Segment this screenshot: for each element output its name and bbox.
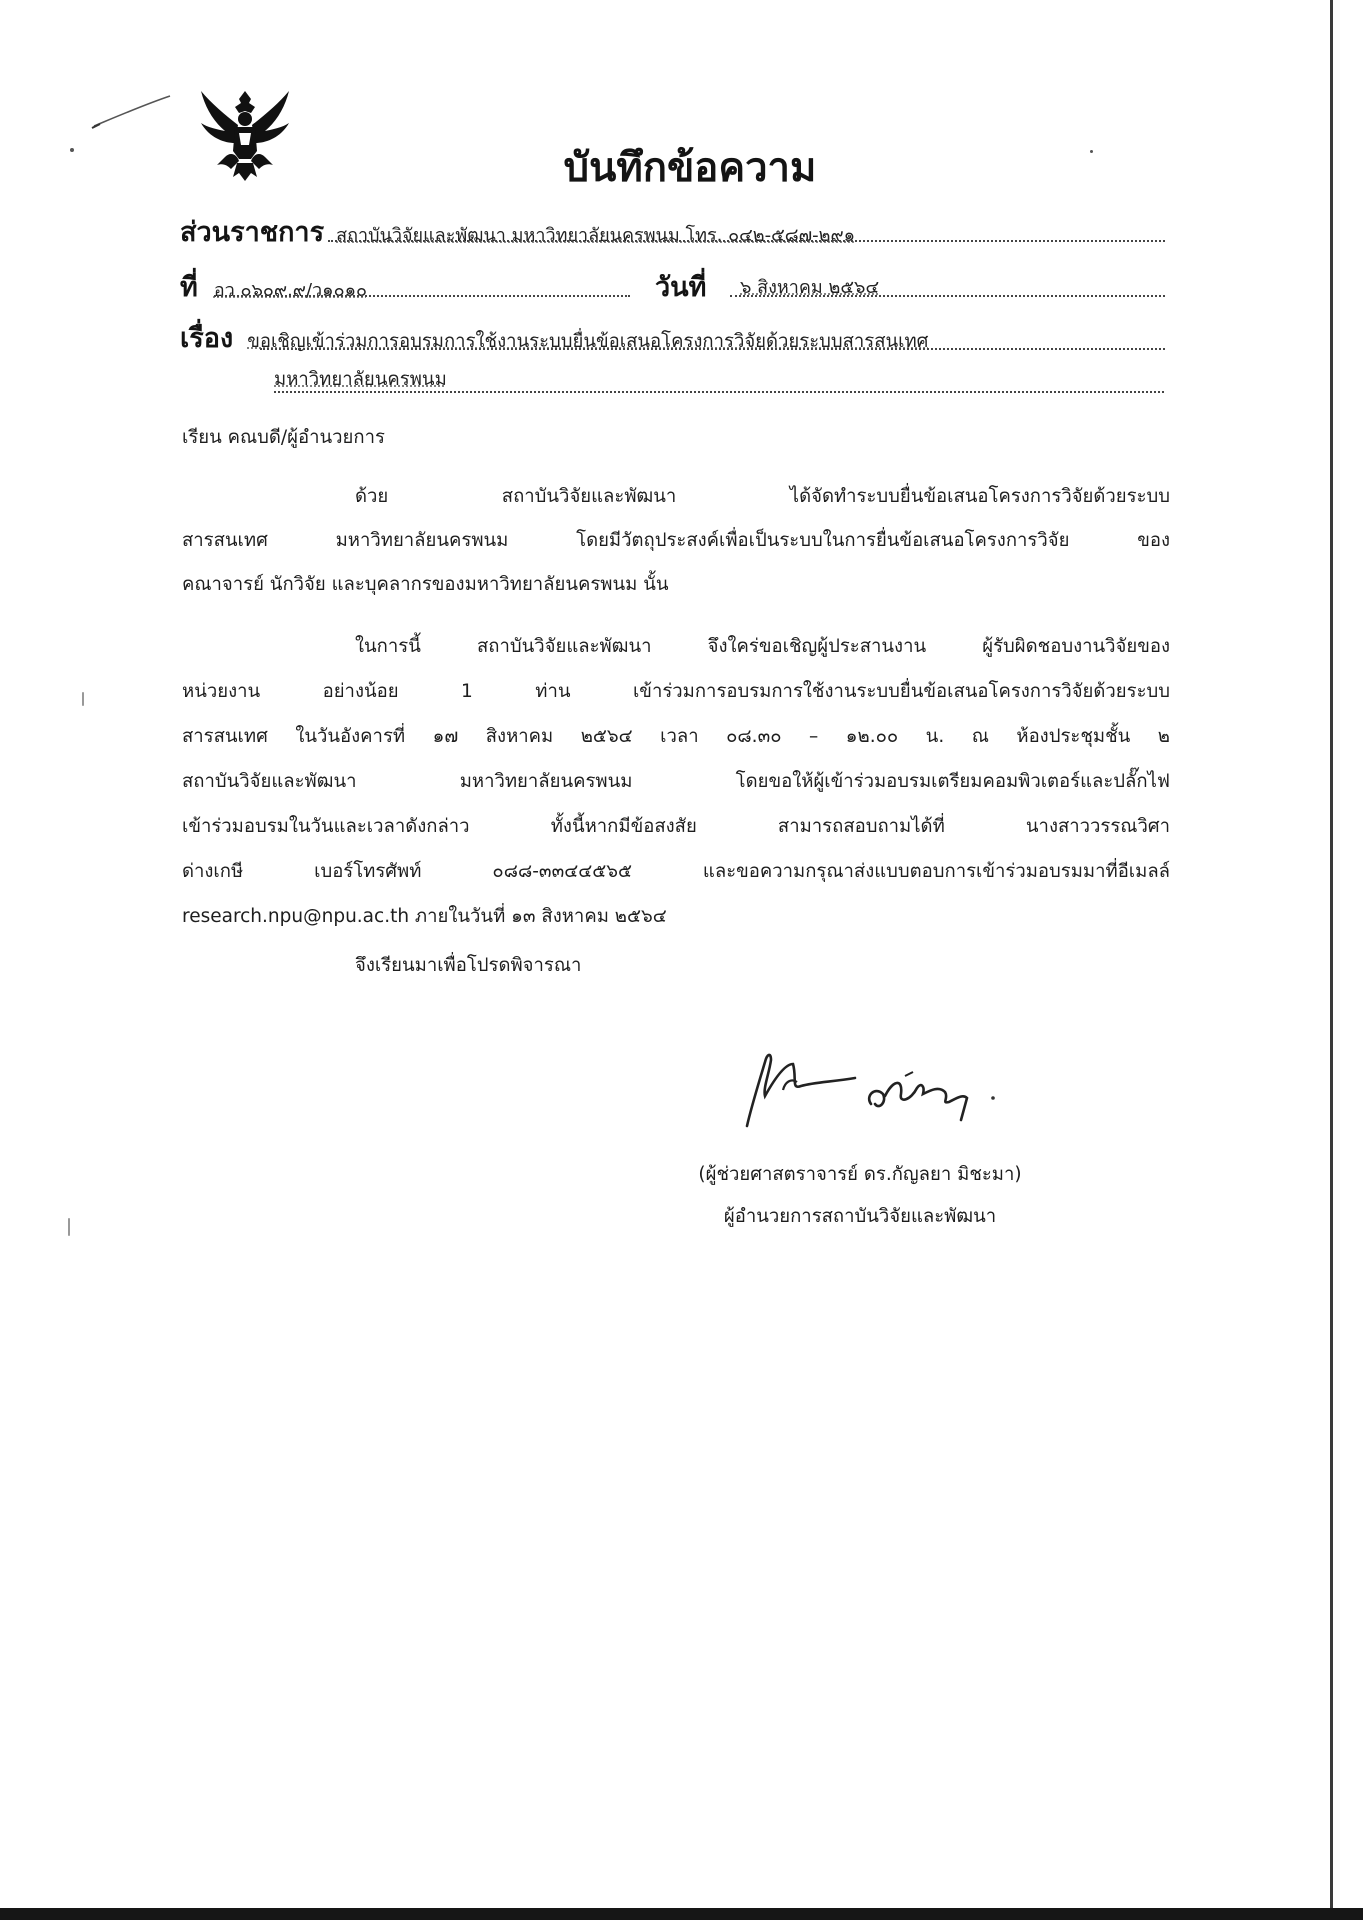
signatory-position: ผู้อำนวยการสถาบันวิจัยและพัฒนา bbox=[723, 1206, 997, 1227]
scan-edge-right bbox=[1330, 0, 1333, 1908]
paragraph-line: เข้าร่วมอบรมในวันและเวลาดังกล่าว ทั้งนี้หากมีข้อสงสัย สามารถสอบถามได้ที่ นางสาววรรณวิศา bbox=[182, 816, 1170, 837]
paragraph-line: ในการนี้ สถาบันวิจัยและพัฒนา จึงใคร่ขอเชิญผู้ประสานงาน ผู้รับผิดชอบงานวิจัยของ bbox=[355, 636, 1170, 657]
number-dotted-line bbox=[214, 295, 630, 297]
pen-scratch-mark bbox=[90, 92, 174, 134]
number-value: อว ๐๖๐๙.๙/ว๑๐๑๐ bbox=[213, 280, 367, 301]
salutation: เรียน คณบดี/ผู้อำนวยการ bbox=[182, 427, 385, 448]
subject-value-line1: ขอเชิญเข้าร่วมการอบรมการใช้งานระบบยื่นข้อเสนอโครงการวิจัยด้วยระบบสารสนเทศ bbox=[247, 331, 929, 352]
garuda-emblem-icon bbox=[195, 85, 295, 185]
memo-title: บันทึกข้อความ bbox=[563, 145, 817, 191]
header-number-row bbox=[180, 265, 1165, 308]
paragraph-line: ด่างเกษี เบอร์โทรศัพท์ ๐๘๘-๓๓๔๔๕๖๕ และขอความกรุณาส่งแบบตอบการเข้าร่วมอบรมมาที่อีเมลล์ bbox=[182, 861, 1170, 882]
scan-speck bbox=[68, 1218, 70, 1236]
scan-speck bbox=[1090, 150, 1093, 153]
agency-value: สถาบันวิจัยและพัฒนา มหาวิทยาลัยนครพนม โทร. ๐๔๒-๕๘๗-๒๙๑ bbox=[336, 225, 856, 246]
paragraph-line: คณาจารย์ นักวิจัย และบุคลากรของมหาวิทยาลัยนครพนม นั้น bbox=[182, 574, 669, 595]
scan-speck bbox=[70, 148, 74, 152]
handwritten-signature bbox=[735, 1038, 1035, 1138]
paragraph-line: สารสนเทศ ในวันอังคารที่ ๑๗ สิงหาคม ๒๕๖๔ เวลา ๐๘.๓๐ – ๑๒.๐๐ น. ณ ห้องประชุมชั้น ๒ bbox=[182, 726, 1170, 747]
date-value: ๖ สิงหาคม ๒๕๖๔ bbox=[740, 277, 880, 298]
date-label: วันที่ bbox=[655, 272, 707, 303]
header-subject-row bbox=[180, 316, 1165, 359]
subject-dotted-line-2 bbox=[274, 391, 1164, 393]
subject-value-line2: มหาวิทยาลัยนครพนม bbox=[274, 369, 447, 390]
closing-line: จึงเรียนมาเพื่อโปรดพิจารณา bbox=[355, 955, 582, 976]
number-label: ที่ bbox=[180, 272, 198, 303]
agency-label: ส่วนราชการ bbox=[180, 217, 325, 248]
paragraph-line: สารสนเทศ มหาวิทยาลัยนครพนม โดยมีวัตถุประสงค์เพื่อเป็นระบบในการยื่นข้อเสนอโครงการวิจัย ของ bbox=[182, 530, 1170, 551]
subject-label: เรื่อง bbox=[180, 323, 234, 354]
paragraph-line: research.npu@npu.ac.th ภายในวันที่ ๑๓ สิงหาคม ๒๕๖๔ bbox=[182, 906, 667, 927]
paragraph-line: ด้วย สถาบันวิจัยและพัฒนา ได้จัดทำระบบยื่นข้อเสนอโครงการวิจัยด้วยระบบ bbox=[355, 486, 1170, 507]
header-subject-row-2 bbox=[274, 365, 1164, 394]
header-agency-row bbox=[180, 210, 1165, 253]
agency-dotted-line bbox=[328, 240, 1165, 242]
paragraph-line: หน่วยงาน อย่างน้อย 1 ท่าน เข้าร่วมการอบรมการใช้งานระบบยื่นข้อเสนอโครงการวิจัยด้วยระบบ bbox=[182, 681, 1170, 702]
scan-speck bbox=[82, 692, 84, 706]
date-dotted-line bbox=[730, 295, 1165, 297]
paragraph-line: สถาบันวิจัยและพัฒนา มหาวิทยาลัยนครพนม โดยขอให้ผู้เข้าร่วมอบรมเตรียมคอมพิวเตอร์และปลั๊กไฟ bbox=[182, 771, 1170, 792]
subject-dotted-line bbox=[260, 348, 1165, 350]
scan-edge-bottom bbox=[0, 1908, 1363, 1920]
signatory-name: (ผู้ช่วยศาสตราจารย์ ดร.กัญลยา มิชะมา) bbox=[698, 1164, 1022, 1185]
